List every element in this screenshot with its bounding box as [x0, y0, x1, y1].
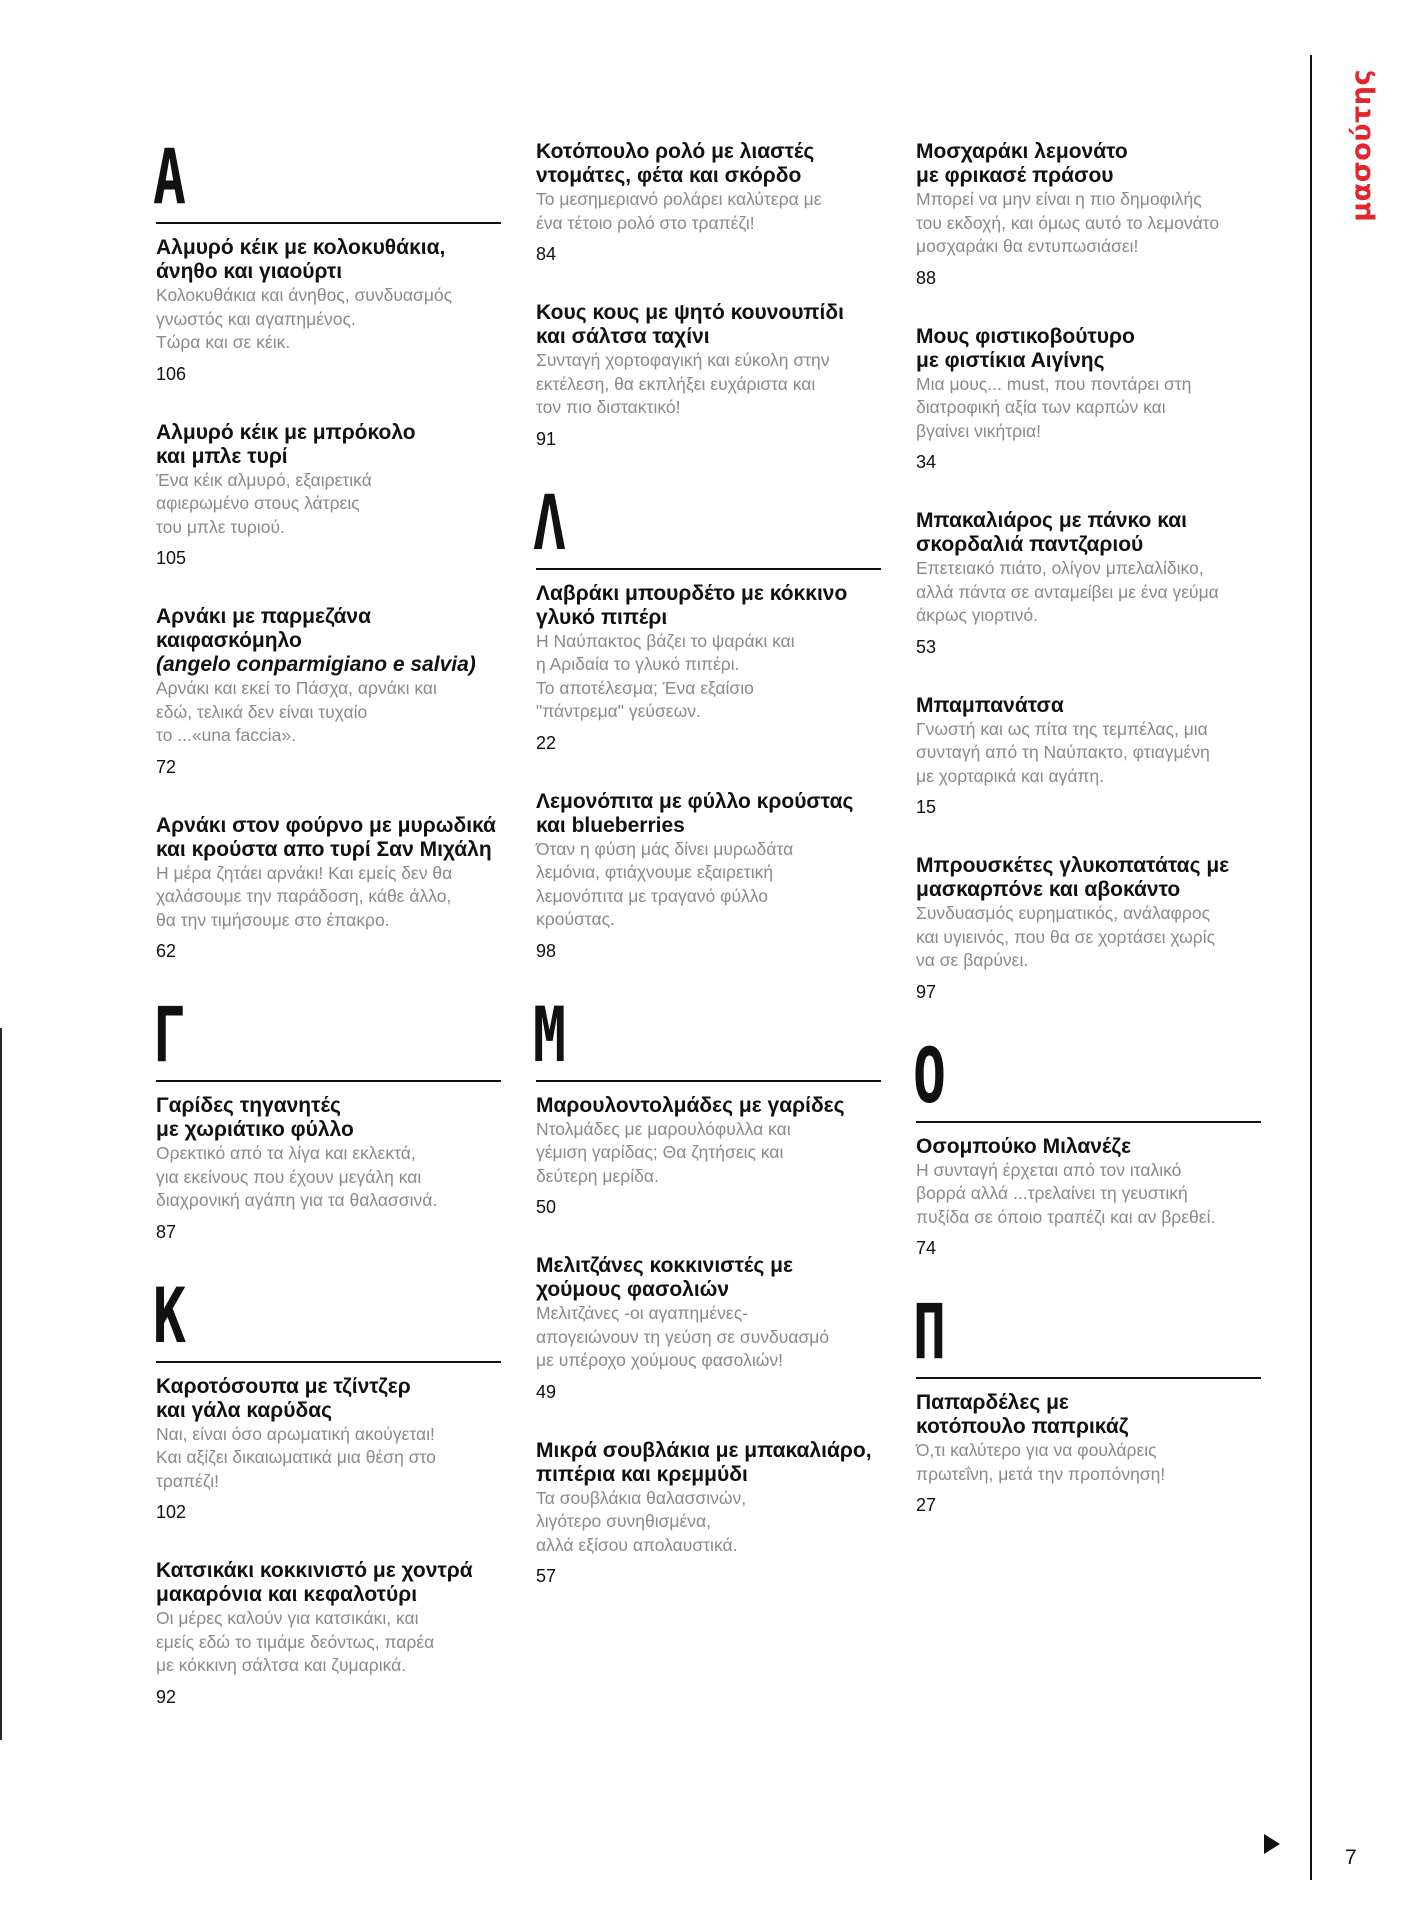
recipe-title-line: μασκαρπόνε και αβοκάντο	[916, 878, 1181, 901]
recipe-description	[536, 630, 881, 724]
recipe-entry[interactable]	[156, 1094, 501, 1243]
brand-logo-text: μασούτης	[1345, 68, 1377, 222]
recipe-title-line: χούμους φασολιών	[536, 1278, 730, 1301]
recipe-description	[156, 677, 501, 748]
recipe-title[interactable]	[536, 1439, 881, 1487]
recipe-title[interactable]	[916, 325, 1261, 373]
section-letter: Γ	[153, 990, 186, 1079]
section-letter-heading	[533, 477, 881, 570]
recipe-description	[536, 349, 881, 420]
recipe-entry[interactable]	[156, 421, 501, 570]
recipe-title[interactable]	[536, 140, 881, 188]
recipe-description-line: απογειώνουν τη γεύση σε συνδυασμό	[536, 1326, 830, 1347]
recipe-description-line: Μπορεί να μην είναι η πιο δημοφιλής	[916, 189, 1202, 209]
recipe-description	[156, 862, 501, 933]
recipe-description	[916, 373, 1261, 444]
recipe-title-line: (angelo con	[156, 653, 274, 676]
index-column-3	[913, 140, 1261, 1552]
recipe-title-line: Γαρίδες τηγανητές	[156, 1094, 341, 1117]
recipe-title-line: Αλμυρό κέικ με μπρόκολο	[156, 420, 416, 444]
recipe-description-line: Οι μέρες καλούν για κατσικάκι, και	[156, 1608, 419, 1628]
section-letter: Π	[913, 1287, 946, 1376]
recipe-page-number[interactable]: 34	[916, 452, 937, 472]
recipe-page-number[interactable]: 98	[536, 940, 557, 961]
index-column-2	[533, 140, 881, 1623]
recipe-description-line: αλλά πάντα σε ανταμείβει με ένα γεύμα	[916, 581, 1219, 602]
recipe-description-line: Ναι, είναι όσο αρωματική ακούγεται!	[156, 1423, 435, 1444]
recipe-title[interactable]	[156, 814, 501, 862]
recipe-page-number[interactable]: 72	[156, 756, 177, 777]
recipe-description-line: άκρως γιορτινό.	[916, 605, 1039, 625]
recipe-description-line: αφιερωμένο στους λάτρεις	[156, 493, 360, 513]
recipe-description	[536, 1118, 881, 1189]
recipe-title-line: Αλμυρό κέικ με κολοκυθάκια,	[156, 236, 446, 259]
section-letter-heading	[153, 990, 501, 1082]
recipe-description	[156, 1142, 501, 1213]
recipe-description-line: Το αποτέλεσμα; Ένα εξαίσιο	[536, 677, 754, 698]
recipe-description-line: δεύτερη μερίδα.	[536, 1165, 659, 1186]
section-divider	[156, 222, 501, 224]
section-letter: Μ	[533, 989, 566, 1079]
recipe-description	[916, 188, 1261, 259]
section-letter: Λ	[533, 477, 566, 567]
recipe-title-line: Λαβράκι μπουρδέτο με κόκκινο	[536, 581, 848, 605]
recipe-entry[interactable]	[156, 236, 501, 385]
recipe-description	[916, 1439, 1261, 1486]
recipe-description-line: του μπλε τυριού.	[156, 516, 285, 537]
recipe-title-line: Μοσχαράκι λεμονάτο	[916, 140, 1128, 163]
recipe-description-line: διαχρονική αγάπη για τα θαλασσινά.	[156, 1190, 438, 1210]
recipe-description-line: Τα σουβλάκια θαλασσινών,	[536, 1487, 747, 1508]
recipe-page-number[interactable]: 88	[916, 267, 937, 288]
recipe-description-line: εμείς εδώ το τιμάμε δεόντως, παρέα	[156, 1631, 435, 1652]
recipe-title-line: Παπαρδέλες με	[916, 1391, 1069, 1414]
section-letter-heading	[913, 1287, 1261, 1379]
recipe-description-line: Συνδυασμός ευρηματικός, ανάλαφρος	[916, 903, 1211, 923]
recipe-entry[interactable]	[916, 325, 1261, 474]
recipe-title[interactable]	[916, 1391, 1261, 1439]
recipe-description-line: Το μεσημεριανό ρολάρει καλύτερα με	[536, 189, 822, 209]
section-divider	[536, 568, 881, 570]
recipe-entry[interactable]	[536, 140, 881, 265]
recipe-description-line: με υπέροχο χούμους φασολιών!	[536, 1350, 783, 1370]
recipe-title-line: και μπλε τυρί	[156, 444, 288, 468]
recipe-page-number[interactable]: 97	[916, 981, 937, 1002]
recipe-description-line: χαλάσουμε την παράδοση, κάθε άλλο,	[156, 886, 452, 906]
section-divider	[916, 1377, 1261, 1379]
recipe-description-line: ένα τέτοιο ρολό στο τραπέζι!	[536, 212, 755, 233]
recipe-title[interactable]	[916, 140, 1261, 188]
recipe-entry[interactable]	[916, 694, 1261, 819]
recipe-page-number[interactable]: 91	[536, 428, 557, 449]
recipe-description	[156, 284, 501, 355]
recipe-title[interactable]	[156, 1094, 501, 1142]
recipe-title-line: γλυκό πιπέρι	[536, 605, 668, 629]
recipe-description	[916, 902, 1261, 973]
section-divider	[916, 1121, 1261, 1123]
recipe-description-line: με χορταρικά και αγάπη.	[916, 765, 1105, 786]
recipe-title-line: σκορδαλιά παντζαριού	[916, 533, 1144, 556]
recipe-description-line: Ένα κέικ αλμυρό, εξαιρετικά	[156, 469, 372, 490]
recipe-description-line: θα την τιμήσουμε στο έπακρο.	[156, 909, 390, 930]
recipe-entry[interactable]	[156, 1559, 501, 1708]
recipe-description	[536, 838, 881, 932]
recipe-title-line: πιπέρια και κρεμμύδι	[536, 1462, 748, 1486]
recipe-title-line: και κρούστα απο τυρί Σαν Μιχάλη	[156, 837, 492, 861]
recipe-title-line: με φιστίκια Αιγίνης	[916, 348, 1105, 372]
recipe-description-line: για εκείνους που έχουν μεγάλη και	[156, 1166, 422, 1187]
recipe-title[interactable]	[156, 1559, 501, 1607]
page-number: 7	[1345, 1846, 1357, 1869]
recipe-page-number[interactable]: 53	[916, 636, 937, 657]
recipe-entry[interactable]	[916, 140, 1261, 289]
recipe-title-line: και blueberries	[536, 813, 685, 837]
recipe-description-line: συνταγή από τη Ναύπακτο, φτιαγμένη	[916, 742, 1210, 762]
recipe-description-line: γέμιση γαρίδας; Θα ζητήσεις και	[536, 1142, 784, 1162]
recipe-description-line: Επετειακό πιάτο, ολίγον μπελαλίδικο,	[916, 558, 1204, 578]
section-letter: Κ	[153, 1270, 186, 1360]
recipe-page-number[interactable]: 50	[536, 1197, 557, 1217]
recipe-description-line: τραπέζι!	[156, 1470, 220, 1491]
recipe-entry[interactable]	[916, 1135, 1261, 1260]
recipe-entry[interactable]	[536, 790, 881, 962]
recipe-page-number[interactable]: 84	[536, 244, 557, 264]
recipe-description	[536, 1302, 881, 1373]
recipe-description-line: με κόκκινη σάλτσα και ζυμαρικά.	[156, 1655, 407, 1675]
recipe-description-line: βγαίνει νικήτρια!	[916, 420, 1041, 441]
recipe-title-line: Κατσικάκι κοκκινιστό με χοντρά	[156, 1559, 473, 1582]
recipe-description-line: πυξίδα σε όποιο τραπέζι και αν βρεθεί.	[916, 1206, 1216, 1227]
recipe-title-line: Κοτόπουλο ρολό με λιαστές	[536, 140, 815, 163]
recipe-title[interactable]	[536, 1094, 881, 1118]
recipe-description-line: Και αξίζει δικαιωματικά μια θέση στο	[156, 1447, 436, 1467]
recipe-title[interactable]	[536, 790, 881, 838]
recipe-description-line: Όταν η φύση μάς δίνει μυρωδάτα	[536, 838, 794, 859]
recipe-entry[interactable]	[536, 1439, 881, 1588]
recipe-title-line: Μπαμπανάτσα	[916, 693, 1064, 717]
recipe-entry[interactable]	[156, 605, 501, 778]
section-letter-heading	[913, 1030, 1261, 1123]
recipe-page-number[interactable]: 15	[916, 797, 937, 817]
recipe-entry[interactable]	[916, 1391, 1261, 1516]
section-divider	[156, 1080, 501, 1082]
section-letter: Α	[153, 132, 186, 221]
section-divider	[536, 1080, 881, 1082]
recipe-description-line: μοσχαράκι θα εντυπωσιάσει!	[916, 236, 1139, 256]
section-letter-heading	[153, 1270, 501, 1363]
section-divider	[156, 1361, 501, 1363]
recipe-description	[916, 557, 1261, 628]
recipe-title-line: με χωριάτικο φύλλο	[156, 1118, 354, 1141]
recipe-description-line: αλλά εξίσου απολαυστικά.	[536, 1534, 738, 1555]
recipe-page-number[interactable]: 74	[916, 1238, 937, 1258]
recipe-description-line: κρούστας.	[536, 909, 615, 929]
recipe-page-number[interactable]: 27	[916, 1495, 937, 1515]
recipe-title-line: Μπακαλιάρος με πάνκο και	[916, 509, 1187, 532]
recipe-title[interactable]	[916, 1135, 1261, 1159]
left-edge-rule	[0, 1028, 2, 1740]
section-letter: Ο	[913, 1030, 946, 1120]
recipe-page-number[interactable]: 62	[156, 941, 177, 961]
recipe-title[interactable]	[156, 1375, 501, 1423]
recipe-description-line: διατροφική αξία των καρπών και	[916, 397, 1166, 417]
recipe-entry[interactable]	[916, 509, 1261, 658]
recipe-title-line: parmigiano e salvia)	[273, 653, 476, 676]
recipe-description	[156, 1607, 501, 1678]
recipe-description-line: Μελιτζάνες -οι αγαπημένες-	[536, 1303, 748, 1323]
recipe-description-line: να σε βαρύνει.	[916, 950, 1029, 970]
recipe-page-number[interactable]: 92	[156, 1686, 177, 1707]
recipe-entry[interactable]	[156, 814, 501, 963]
recipe-entry[interactable]	[536, 301, 881, 450]
recipe-title-line: Αρνάκι με παρμεζάνα και	[156, 605, 371, 652]
recipe-entry[interactable]	[156, 1375, 501, 1524]
section-letter-heading	[533, 989, 881, 1082]
recipe-entry[interactable]	[536, 582, 881, 754]
recipe-title-line: Λεμονόπιτα με φύλλο κρούστας	[536, 789, 854, 813]
recipe-description-line: λεμόνια, φτιάχνουμε εξαιρετική	[536, 862, 774, 882]
recipe-description-line: του εκδοχή, και όμως αυτό το λεμονάτο	[916, 212, 1220, 233]
recipe-entry[interactable]	[536, 1254, 881, 1403]
recipe-title-line: μακαρόνια και κεφαλοτύρι	[156, 1583, 418, 1606]
recipe-title-line: ντομάτες, φέτα και σκόρδο	[536, 164, 802, 187]
recipe-title[interactable]	[156, 605, 501, 677]
index-column-1	[153, 132, 501, 1744]
recipe-description-line: εκτέλεση, θα εκπλήξει ευχάριστα και	[536, 373, 816, 394]
recipe-title-line: Καροτόσουπα με τζίντζερ	[156, 1374, 411, 1398]
recipe-description-line: εδώ, τελικά δεν είναι τυχαίο	[156, 701, 368, 722]
recipe-title-line: Μαρουλοντολμάδες με γαρίδες	[536, 1093, 845, 1117]
right-margin-rule	[1310, 55, 1312, 1880]
recipe-title-line: και γάλα καρύδας	[156, 1398, 333, 1422]
recipe-title[interactable]	[916, 694, 1261, 718]
recipe-title-line: με φρικασέ πράσου	[916, 164, 1114, 187]
recipe-title[interactable]	[536, 301, 881, 349]
recipe-description	[156, 1423, 501, 1494]
recipe-description	[536, 1487, 881, 1558]
recipe-title-line: Κους κους με ψητό κουνουπίδι	[536, 301, 844, 324]
recipe-title-line: άνηθο και γιαούρτι	[156, 260, 343, 283]
recipe-description	[916, 1159, 1261, 1230]
recipe-page-number[interactable]: 49	[536, 1381, 557, 1402]
recipe-title[interactable]	[916, 509, 1261, 557]
recipe-description-line: γνωστός και αγαπημένος.	[156, 308, 356, 329]
recipe-page-number[interactable]: 106	[156, 363, 187, 384]
recipe-title-line: Μους φιστικοβούτυρο	[916, 324, 1135, 348]
recipe-description-line: Ό,τι καλύτερο για να φουλάρεις	[916, 1440, 1157, 1460]
recipe-description-line: πρωτεΐνη, μετά την προπόνηση!	[916, 1463, 1166, 1484]
recipe-description	[916, 718, 1261, 789]
recipe-description-line: Κολοκυθάκια και άνηθος, συνδυασμός	[156, 285, 453, 305]
recipe-description-line: Η μέρα ζητάει αρνάκι! Και εμείς δεν θα	[156, 862, 453, 883]
recipe-description-line: Η Ναύπακτος βάζει το ψαράκι και	[536, 630, 795, 651]
recipe-page-number[interactable]: 105	[156, 548, 187, 568]
recipe-description-line: Ορεκτικό από τα λίγα και εκλεκτά,	[156, 1143, 416, 1163]
recipe-description-line: το ...«una faccia».	[156, 725, 296, 745]
brand-logo	[1347, 55, 1375, 235]
recipe-page-number[interactable]: 22	[536, 732, 557, 753]
recipe-description-line: η Αριδαία το γλυκό πιπέρι.	[536, 654, 740, 674]
recipe-title-line: Μικρά σουβλάκια με μπακαλιάρο,	[536, 1438, 872, 1462]
recipe-title-line: Μελιτζάνες κοκκινιστές με	[536, 1254, 793, 1277]
recipe-description-line: Αρνάκι και εκεί το Πάσχα, αρνάκι και	[156, 678, 437, 698]
recipe-description-line: Γνωστή και ως πίτα της τεμπέλας, μια	[916, 718, 1208, 739]
recipe-description-line: Μια μους... must, που ποντάρει στη	[916, 373, 1192, 394]
recipe-description-line: Συνταγή χορτοφαγική και εύκολη στην	[536, 350, 830, 370]
recipe-description	[536, 188, 881, 235]
recipe-title-line: κοτόπουλο παπρικάζ	[916, 1415, 1129, 1438]
next-page-arrow-icon[interactable]	[1262, 1832, 1282, 1856]
recipe-page-number[interactable]: 87	[156, 1221, 177, 1242]
recipe-description-line: Τώρα και σε κέικ.	[156, 332, 291, 352]
recipe-description-line: βορρά αλλά ...τρελαίνει τη γευστική	[916, 1183, 1188, 1203]
recipe-title-line: Οσομπούκο Μιλανέζε	[916, 1134, 1132, 1158]
recipe-title[interactable]	[536, 1254, 881, 1302]
recipe-description-line: και υγιεινός, που θα σε χορτάσει χωρίς	[916, 926, 1216, 947]
recipe-description-line: τον πιο διστακτικό!	[536, 397, 681, 417]
recipe-entry[interactable]	[536, 1094, 881, 1219]
recipe-title-line: Αρνάκι στον φούρνο με μυρωδικά	[156, 813, 496, 837]
recipe-title-line: Μπρουσκέτες γλυκοπατάτας με	[916, 854, 1230, 877]
recipe-page-number[interactable]: 57	[536, 1566, 557, 1586]
recipe-description-line: Ντολμάδες με μαρουλόφυλλα και	[536, 1118, 791, 1139]
recipe-entry[interactable]	[916, 854, 1261, 1003]
recipe-description-line: λιγότερο συνηθισμένα,	[536, 1511, 712, 1531]
recipe-page-number[interactable]: 102	[156, 1502, 187, 1522]
recipe-description-line: "πάντρεμα" γεύσεων.	[536, 701, 701, 721]
recipe-description-line: λεμονόπιτα με τραγανό φύλλο	[536, 885, 769, 906]
recipe-title[interactable]	[916, 854, 1261, 902]
recipe-description-line: Η συνταγή έρχεται από τον ιταλικό	[916, 1159, 1182, 1180]
recipe-title[interactable]	[536, 582, 881, 630]
recipe-title[interactable]	[156, 236, 501, 284]
section-letter-heading	[153, 132, 501, 224]
recipe-description	[156, 469, 501, 540]
recipe-title-line: και σάλτσα ταχίνι	[536, 325, 710, 348]
recipe-title-line: φασκόμηλο	[185, 629, 302, 652]
recipe-title[interactable]	[156, 421, 501, 469]
